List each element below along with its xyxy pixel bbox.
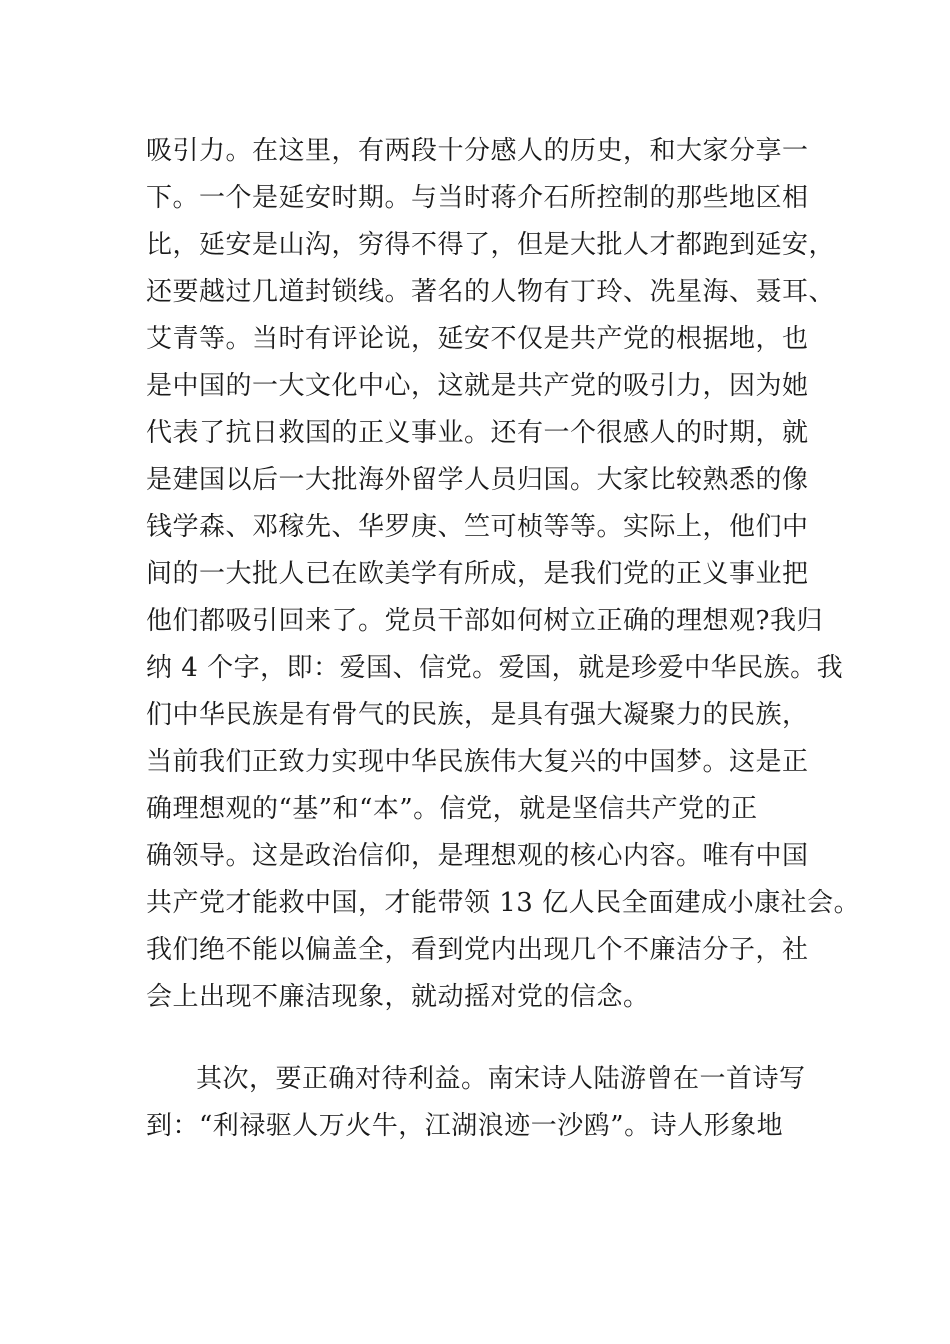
text-line: 钱学森、邓稼先、华罗庚、竺可桢等等。实际上，他们中 xyxy=(146,512,809,542)
text-line: 其次，要正确对待利益。南宋诗人陆游曾在一首诗写 xyxy=(196,1064,806,1094)
text-line: 确领导。这是政治信仰，是理想观的核心内容。唯有中国 xyxy=(146,841,809,871)
text-line: 是建国以后一大批海外留学人员归国。大家比较熟悉的像 xyxy=(146,465,809,495)
text-line: 们中华民族是有骨气的民族，是具有强大凝聚力的民族， xyxy=(146,700,809,730)
text-line: 纳 4 个字，即：爱国、信党。爱国，就是珍爱中华民族。我 xyxy=(146,653,844,683)
text-line: 当前我们正致力实现中华民族伟大复兴的中国梦。这是正 xyxy=(146,747,809,777)
text-line: 间的一大批人已在欧美学有所成，是我们党的正义事业把 xyxy=(146,559,809,589)
text-line: 他们都吸引回来了。党员干部如何树立正确的理想观?我归 xyxy=(146,606,823,636)
text-line: 是中国的一大文化中心，这就是共产党的吸引力，因为她 xyxy=(146,371,809,401)
text-line: 代表了抗日救国的正义事业。还有一个很感人的时期，就 xyxy=(146,418,809,448)
text-line: 吸引力。在这里，有两段十分感人的历史，和大家分享一 xyxy=(146,136,809,166)
text-line: 共产党才能救中国，才能带领 13 亿人民全面建成小康社会。 xyxy=(146,888,861,918)
text-line: 下。一个是延安时期。与当时蒋介石所控制的那些地区相 xyxy=(146,183,809,213)
text-line: 我们绝不能以偏盖全，看到党内出现几个不廉洁分子，社 xyxy=(146,935,809,965)
text-line: 比，延安是山沟，穷得不得了，但是大批人才都跑到延安， xyxy=(146,230,836,260)
text-line: 会上出现不廉洁现象，就动摇对党的信念。 xyxy=(146,982,650,1012)
text-line: 到：“利禄驱人万火牛，江湖浪迹一沙鸥”。诗人形象地 xyxy=(146,1111,784,1141)
text-line: 确理想观的“基”和“本”。信党，就是坚信共产党的正 xyxy=(146,794,758,824)
text-line: 还要越过几道封锁线。著名的人物有丁玲、冼星海、聂耳、 xyxy=(146,277,836,307)
text-line: 艾青等。当时有评论说，延安不仅是共产党的根据地，也 xyxy=(146,324,809,354)
